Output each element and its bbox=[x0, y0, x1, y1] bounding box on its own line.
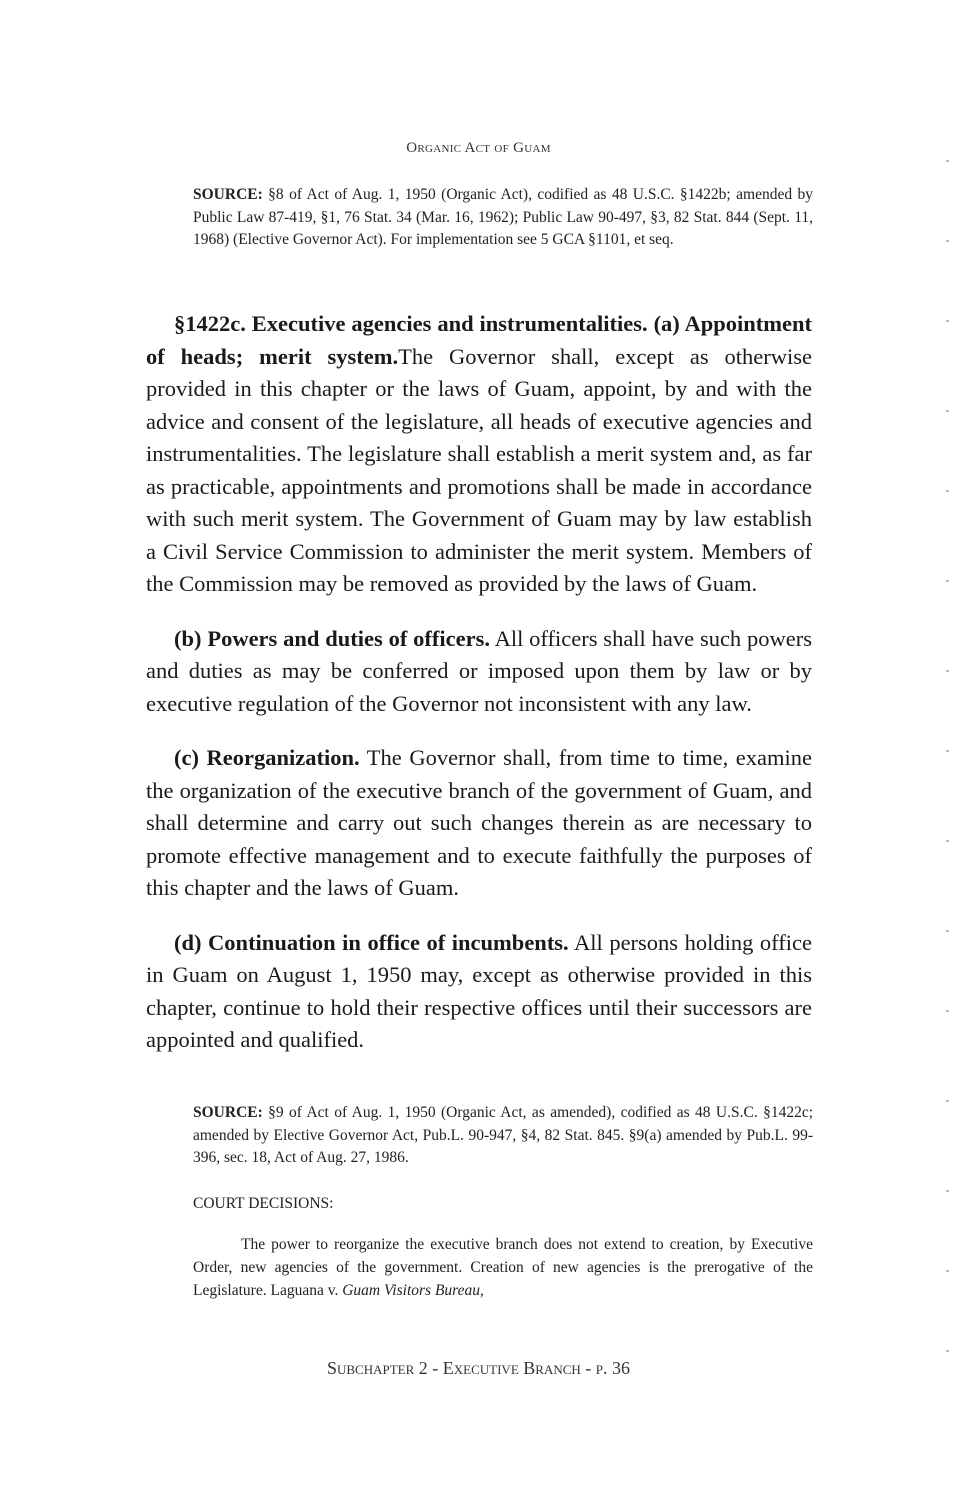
subsection-b bbox=[146, 623, 812, 721]
source-note-2 bbox=[193, 1102, 813, 1170]
subsection-d bbox=[146, 927, 812, 1057]
source-text: §9 of Act of Aug. 1, 1950 (Organic Act, as amended), codified as 48 U.S.C. §1422c; amended by Elective Governor Act, Pub.L. 90-947, §4, 82 Stat. 845. §9(a) amended by Pub.L. 99-396, sec. 18, Act of Aug. 27, 1986. bbox=[193, 1104, 814, 1166]
subsection-c-heading: (c) Reorganization. bbox=[174, 745, 360, 770]
court-decision-text bbox=[193, 1233, 813, 1302]
source-text: §8 of Act of Aug. 1, 1950 (Organic Act), codified as 48 U.S.C. §1422b; amended by Public Law 87-419, §1, 76 Stat. 34 (Mar. 16, 1962); Public Law 90-497, §3, 82 Stat. 844 (Sept. 11, 1968) (Elective Governor Act). For implementation see 5 GCA §1101, et seq. bbox=[193, 186, 813, 248]
subsection-b-heading: (b) Powers and duties of officers. bbox=[174, 625, 490, 651]
source-note-1 bbox=[193, 184, 813, 252]
subsection-a-text: The Governor shall, except as otherwise provided in this chapter or the laws of Guam, appoint, by and with the advice and consent of the legislature, all heads of executive agencies and instrumentalities. The legislature shall establish a merit system and, as far as practicable, appointments and promotions shall be made in accordance with such merit system. The Government of Guam may by law establish a Civil Service Commission to administer the merit system. Members of the Commission may be removed as provided by the laws of Guam. bbox=[146, 343, 812, 596]
subsection-d-heading: (d) Continuation in office of incumbents. bbox=[174, 929, 569, 955]
subsection-c-text: The Governor shall, from time to time, examine the organization of the executive branch of the government of Guam, and shall determine and carry out such changes therein as are necessary to promote effective management and to execute faithfully the purposes of this chapter and the laws of Guam. bbox=[146, 745, 813, 900]
page-footer: Subchapter 2 - Executive Branch - p. 36 bbox=[326, 1358, 630, 1378]
source-label: SOURCE: bbox=[193, 186, 263, 203]
section-1422c bbox=[146, 308, 812, 1079]
subsection-b-text: All officers shall have such powers and duties as may be conferred or imposed upon them by law or by executive regulation of the Governor not inconsistent with any law. bbox=[146, 625, 812, 716]
citation-italic: Guam Visitors Bureau, bbox=[342, 1282, 484, 1299]
court-decisions-label: COURT DECISIONS: bbox=[193, 1195, 334, 1212]
subsection-a bbox=[146, 308, 812, 601]
subsection-a-heading: (a) Appointment of heads; merit system. bbox=[146, 311, 812, 369]
court-decision-body: The power to reorganize the executive branch does not extend to creation, by Executive Order, new agencies of the government. Creation of new agencies is the prerogative of the Legislature. bbox=[193, 1236, 813, 1299]
source-label: SOURCE: bbox=[193, 1104, 263, 1121]
running-header: Organic Act of Guam bbox=[406, 140, 551, 156]
subsection-d-text: All persons holding office in Guam on August 1, 1950 may, except as otherwise provided in this chapter, continue to hold their respective offices until their successors are appointed and qualified. bbox=[146, 929, 812, 1052]
citation-plain: Laguana v. bbox=[270, 1282, 339, 1299]
subsection-c bbox=[146, 742, 812, 905]
section-heading: §1422c. Executive agencies and instrumentalities. bbox=[174, 311, 648, 336]
scan-edge-marks bbox=[943, 150, 949, 1450]
